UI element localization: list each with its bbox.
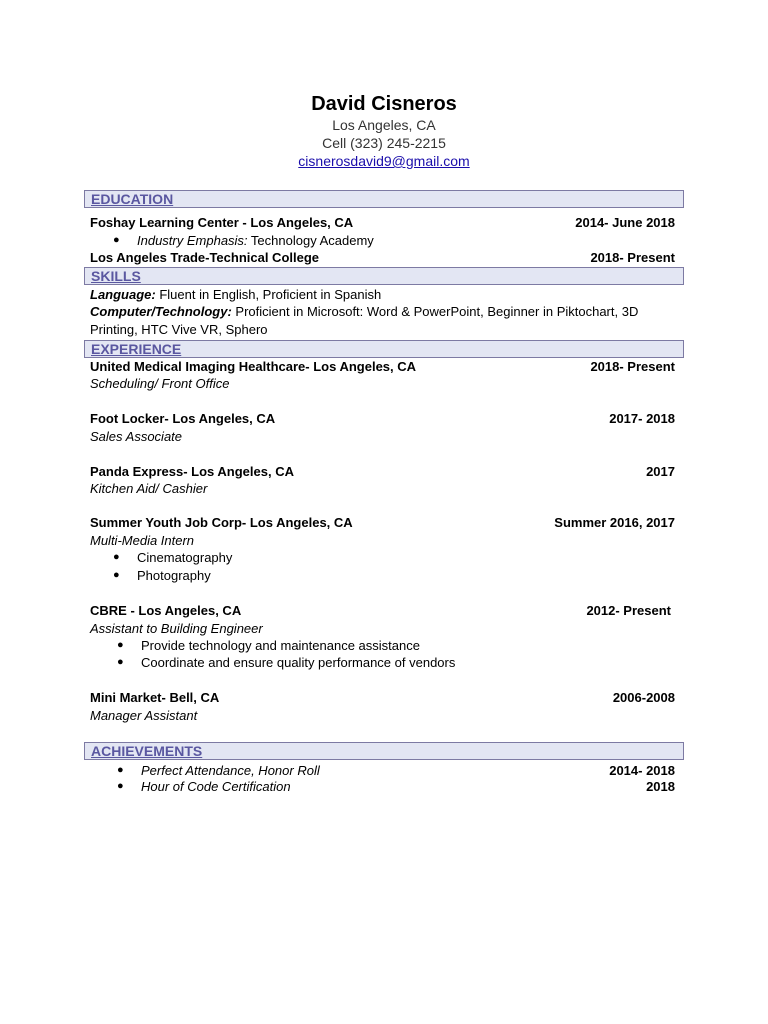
job-title: Summer Youth Job Corp- Los Angeles, CA xyxy=(90,515,353,530)
achievement-text: Perfect Attendance, Honor Roll xyxy=(141,763,320,778)
job-role-text: Multi-Media Intern xyxy=(90,533,195,548)
job-role-text: Sales Associate xyxy=(90,429,183,444)
job-title: United Medical Imaging Healthcare- Los Angeles, CA xyxy=(90,359,417,374)
achievements-section-header xyxy=(84,742,684,760)
experience-section-header xyxy=(84,340,684,358)
bullet-icon: ● xyxy=(113,569,120,581)
education-section-header xyxy=(84,190,684,208)
job-bullet-text: Provide technology and maintenance assistance xyxy=(141,638,420,653)
candidate-phone: Cell (323) 245-2215 xyxy=(322,135,446,151)
achievement-dates: 2018 xyxy=(646,779,675,794)
experience-heading: EXPERIENCE xyxy=(91,341,182,357)
school-dates: 2018- Present xyxy=(590,250,675,265)
bullet-icon: ● xyxy=(113,551,120,563)
language-label: Language: xyxy=(90,287,156,302)
skills-heading: SKILLS xyxy=(91,268,141,284)
job-role-text: Assistant to Building Engineer xyxy=(90,621,263,636)
job-role-text: Scheduling/ Front Office xyxy=(90,376,230,391)
skills-section-header xyxy=(84,267,684,285)
job-dates: 2017- 2018 xyxy=(609,411,675,426)
detail-label: Industry Emphasis: xyxy=(137,233,248,248)
job-dates: 2018- Present xyxy=(590,359,675,374)
technology-text-cont: Printing, HTC Vive VR, Sphero xyxy=(90,322,268,337)
candidate-name: David Cisneros xyxy=(311,93,457,115)
job-dates: 2017 xyxy=(646,464,675,479)
education-heading: EDUCATION xyxy=(91,191,174,207)
school-name: Los Angeles Trade-Technical College xyxy=(90,250,320,265)
job-bullet-text: Cinematography xyxy=(137,550,233,565)
job-role-text: Manager Assistant xyxy=(90,708,198,723)
language-text: Fluent in English, Proficient in Spanish xyxy=(155,287,382,302)
technology-label: Computer/Technology: xyxy=(90,304,232,319)
job-title: Panda Express- Los Angeles, CA xyxy=(90,464,294,479)
resume-header xyxy=(0,92,768,170)
candidate-email-link[interactable]: cisnerosdavid9@gmail.com xyxy=(298,153,470,169)
technology-text: Proficient in Microsoft: Word & PowerPoint, Beginner in Piktochart, 3D xyxy=(231,304,639,319)
job-dates: Summer 2016, 2017 xyxy=(554,515,675,530)
job-dates: 2012- Present xyxy=(586,603,671,618)
job-title: CBRE - Los Angeles, CA xyxy=(90,603,242,618)
school-name: Foshay Learning Center - Los Angeles, CA xyxy=(90,215,354,230)
job-title: Mini Market- Bell, CA xyxy=(90,690,220,705)
job-bullet-text: Photography xyxy=(137,568,211,583)
detail-text: Technology Academy xyxy=(247,233,374,248)
achievement-text: Hour of Code Certification xyxy=(141,779,291,794)
achievements-heading: ACHIEVEMENTS xyxy=(91,743,203,759)
job-dates: 2006-2008 xyxy=(612,690,675,705)
job-title: Foot Locker- Los Angeles, CA xyxy=(90,411,276,426)
bullet-icon: ● xyxy=(117,656,124,668)
achievement-dates: 2014- 2018 xyxy=(609,763,675,778)
bullet-icon: ● xyxy=(117,764,124,776)
school-dates: 2014- June 2018 xyxy=(575,215,675,230)
job-bullet-text: Coordinate and ensure quality performance of vendors xyxy=(141,655,456,670)
bullet-icon: ● xyxy=(113,234,120,246)
bullet-icon: ● xyxy=(117,639,124,651)
bullet-icon: ● xyxy=(117,780,124,792)
job-role-text: Kitchen Aid/ Cashier xyxy=(90,481,208,496)
candidate-city: Los Angeles, CA xyxy=(332,117,436,133)
